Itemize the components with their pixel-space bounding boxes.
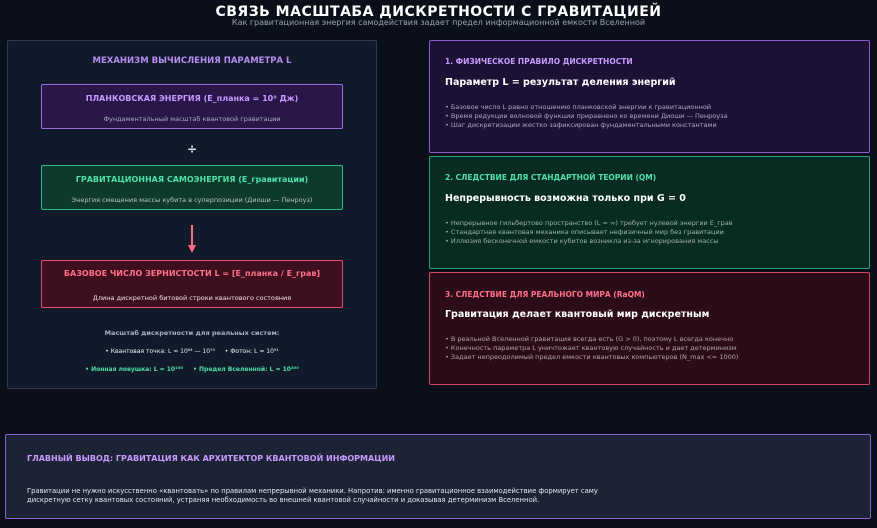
list-item: • Конечность параметра L уничтожает квантовую случайность и дает детерминизм (445, 344, 738, 353)
base-granularity-subtitle: Длина дискретной битовой строки квантового состояния (92, 294, 292, 302)
planck-energy-subtitle: Фундаментальный масштаб квантовой гравитации (103, 115, 281, 123)
base-granularity-box (41, 260, 343, 308)
conclusion-panel (5, 434, 871, 519)
mechanism-title: МЕХАНИЗМ ВЫЧИСЛЕНИЯ ПАРАМЕТРА L (92, 56, 292, 66)
rule-title: Гравитация делает квантовый мир дискретным (445, 309, 710, 320)
rule-title: Непрерывность возможна только при G = 0 (445, 193, 686, 204)
grav-self-energy-title: ГРАВИТАЦИОННАЯ САМОЭНЕРГИЯ (E_гравитации) (75, 175, 309, 184)
rule-heading: 1. ФИЗИЧЕСКОЕ ПРАВИЛО ДИСКРЕТНОСТИ (445, 57, 633, 66)
rule-heading: 3. СЛЕДСТВИЕ ДЛЯ РЕАЛЬНОГО МИРА (RaQM) (445, 290, 645, 299)
list-item: • Иллюзия бесконечной емкости кубитов возникла из-за игнорирования массы (445, 237, 733, 246)
arrow-head-icon (188, 245, 196, 253)
mechanism-panel (7, 40, 377, 389)
rule-heading: 2. СЛЕДСТВИЕ ДЛЯ СТАНДАРТНОЙ ТЕОРИИ (QM) (445, 173, 657, 182)
conclusion-title: ГЛАВНЫЙ ВЫВОД: ГРАВИТАЦИЯ КАК АРХИТЕКТОР КВАНТОВОЙ ИНФОРМАЦИИ (27, 454, 395, 463)
rule-bullets (445, 103, 728, 130)
list-item: • Базовое число L равно отношению планковской энергии к гравитационной (445, 103, 728, 112)
list-item: • Непрерывное гильбертово пространство (L = ∞) требует нулевой энергии E_грав (445, 219, 733, 228)
planck-energy-box (41, 84, 343, 129)
scale-item-photon: • Фотон: L ≈ 10⁹¹ (224, 348, 279, 355)
rule-card-3 (429, 272, 870, 385)
conclusion-text: Гравитации не нужно искусственно «квантовать» по правилам непрерывной механики. Напротив: именно гравитационное взаимодействие формирует саму дискретную сетку квантовых состояний, устраняя необходимость во внешней квантовой случайности и доказывая детерминизм Вселенной. (27, 487, 598, 504)
scale-row (8, 348, 376, 355)
grav-self-energy-subtitle: Энергия смещения массы кубита в суперпозиции (Диоши — Пенроуз) (71, 196, 313, 204)
down-arrow-icon (191, 225, 193, 246)
scale-item-ion-trap: • Ионная ловушка: L ≈ 10¹⁰⁰ (85, 366, 183, 373)
list-item: • Время редукции волновой функции приравнено ко времени Диоши — Пенроуза (445, 112, 728, 121)
grav-self-energy-box (41, 165, 343, 210)
scale-item-universe-limit: • Предел Вселенной: L ≈ 10²⁰⁰ (193, 366, 299, 373)
page-title: СВЯЗЬ МАСШТАБА ДИСКРЕТНОСТИ С ГРАВИТАЦИЕЙ (215, 4, 662, 20)
planck-energy-title: ПЛАНКОВСКАЯ ЭНЕРГИЯ (E_планка = 10⁹ Дж) (85, 94, 299, 103)
rule-card-2 (429, 156, 870, 269)
divide-symbol: ÷ (186, 142, 198, 156)
scale-item-quantum-dot: • Квантовая точка: L ≈ 10⁶⁴ — 10⁷⁰ (105, 348, 215, 355)
scale-row (8, 366, 376, 373)
list-item: • Шаг дискретизации жестко зафиксирован фундаментальными константами (445, 121, 728, 130)
base-granularity-title: БАЗОВОЕ ЧИСЛО ЗЕРНИСТОСТИ L = [E_планка / E_грав] (63, 269, 321, 278)
page-subtitle: Как гравитационная энергия самодействия задает предел информационной емкости Вселенной (231, 18, 646, 27)
rule-card-1 (429, 40, 870, 153)
list-item: • В реальной Вселенной гравитация всегда есть (G > 0), поэтому L всегда конечно (445, 335, 738, 344)
scale-title: Масштаб дискретности для реальных систем: (104, 329, 280, 337)
rule-bullets (445, 335, 738, 362)
list-item: • Стандартная квантовая механика описывает нефизичный мир без гравитации (445, 228, 733, 237)
list-item: • Задает непреодолимый предел емкости квантовых компьютеров (N_max <= 1000) (445, 353, 738, 362)
rule-title: Параметр L = результат деления энергий (445, 77, 676, 88)
rule-bullets (445, 219, 733, 246)
